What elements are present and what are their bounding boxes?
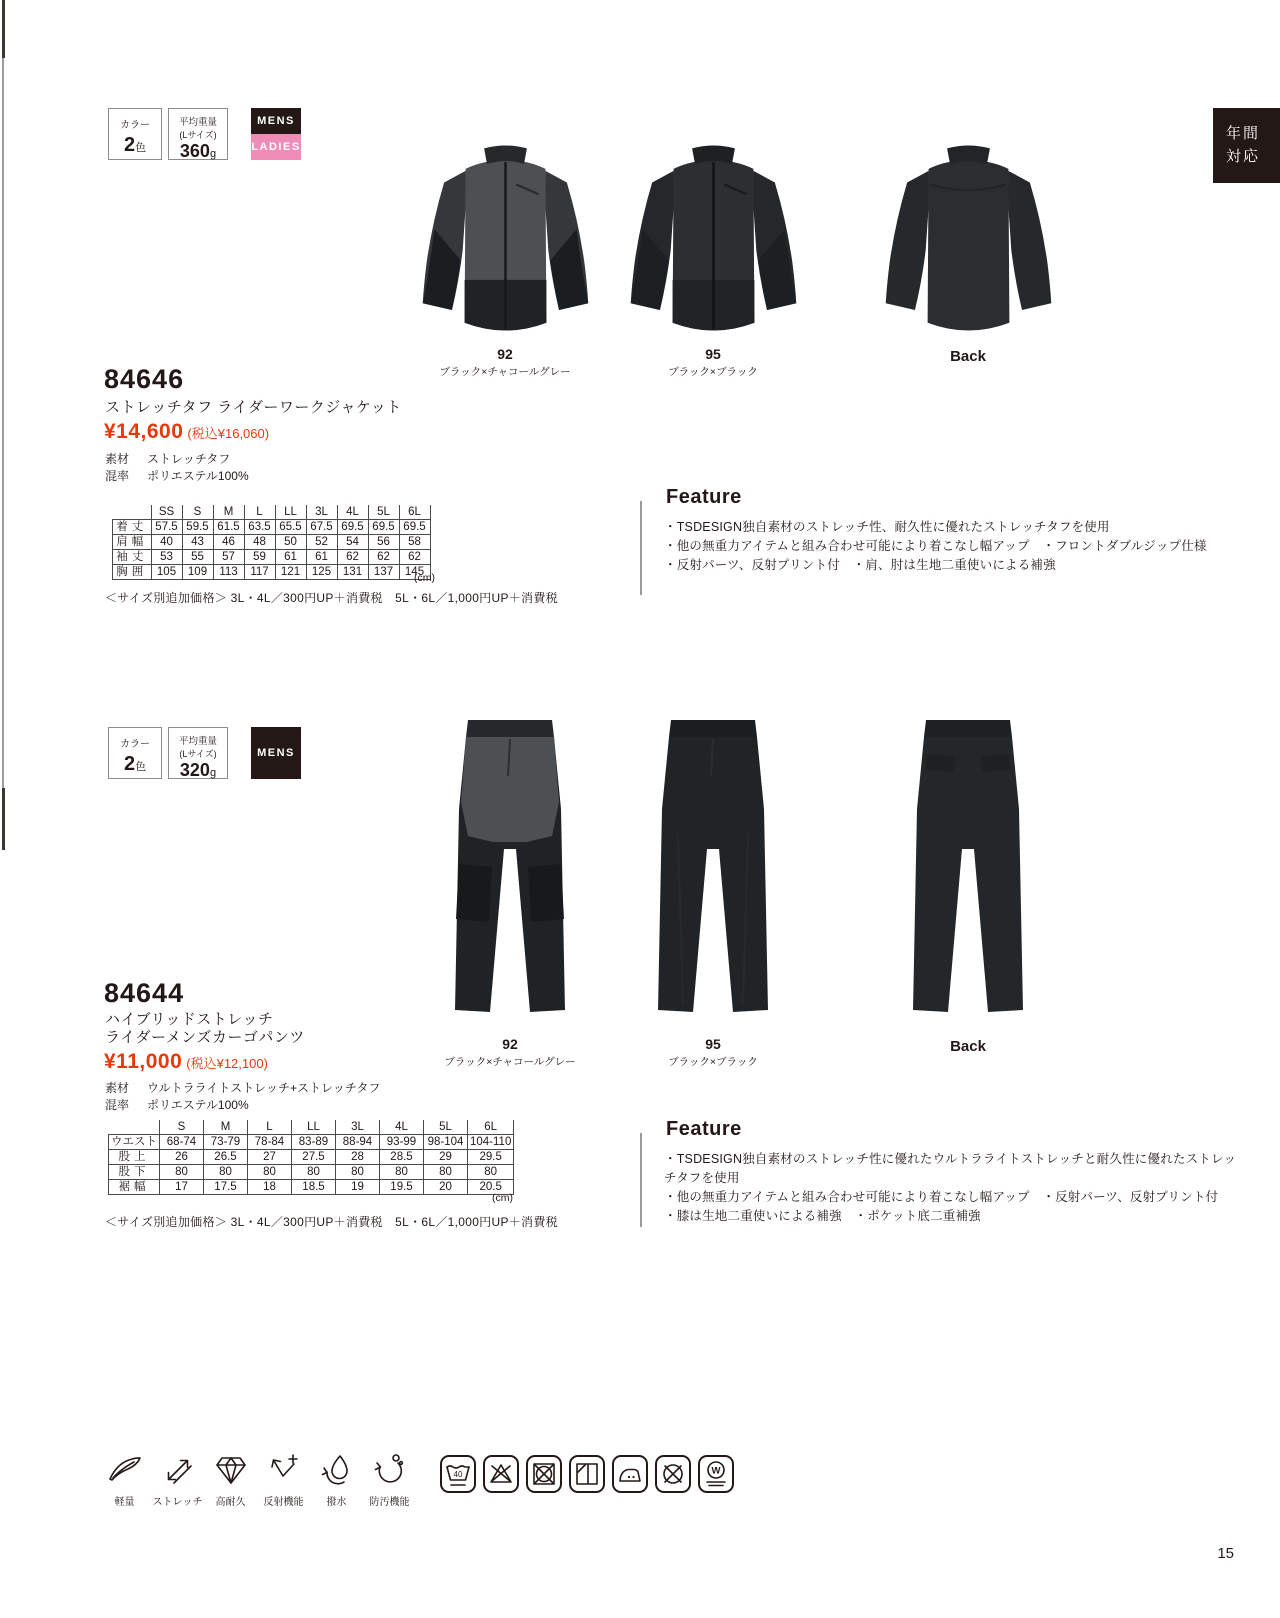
weight-label: 平均重量 xyxy=(178,117,217,128)
function-lightweight xyxy=(98,1452,151,1508)
size-col-header: 3L xyxy=(306,505,337,520)
size-cell: 125 xyxy=(306,565,337,580)
size-cell: 78-84 xyxy=(248,1135,292,1150)
function-stain-resistant xyxy=(363,1452,416,1508)
size-table-header-row xyxy=(109,1120,514,1135)
weight-unit: g xyxy=(209,148,217,160)
product-name xyxy=(105,1011,305,1047)
material-label: 素材 xyxy=(105,1081,130,1095)
material-row xyxy=(105,1080,380,1097)
color-count-value xyxy=(109,753,161,776)
feature-title: Feature xyxy=(666,486,742,508)
size-cell: 52 xyxy=(306,535,337,550)
size-table-corner xyxy=(113,505,152,520)
color-count-label: カラー xyxy=(120,120,150,131)
left-edge-rule-dark-mid xyxy=(2,788,5,850)
weight-sublabel: (Lサイズ) xyxy=(179,749,217,759)
back-view-caption xyxy=(868,1038,1068,1055)
function-label: 防汚機能 xyxy=(369,1497,410,1508)
size-cell: 40 xyxy=(151,535,182,550)
function-label: ストレッチ xyxy=(152,1497,203,1508)
blend-row xyxy=(105,468,249,485)
size-col-header: 5L xyxy=(368,505,399,520)
size-surcharge-note: ＜サイズ別追加価格＞ 3L・4L／300円UP＋消費税 5L・6L／1,000円UP＋消費税 xyxy=(105,591,558,605)
size-table-row xyxy=(113,520,431,535)
colorway-caption xyxy=(613,1036,813,1069)
care-wet-clean-icon xyxy=(698,1455,734,1493)
size-cell: 69.5 xyxy=(368,520,399,535)
feature-list xyxy=(664,1150,1240,1226)
material-row xyxy=(105,451,230,468)
size-cell: 18.5 xyxy=(292,1180,336,1195)
size-cell: 69.5 xyxy=(337,520,368,535)
care-no-bleach-icon xyxy=(483,1455,519,1493)
feature-list xyxy=(664,518,1240,575)
function-reflective xyxy=(257,1452,310,1508)
left-edge-rule-dark-top xyxy=(2,0,5,58)
function-label: 撥水 xyxy=(326,1497,347,1508)
feature-item: ・他の無重力アイテムと組み合わせ可能により着こなし幅アップ ・反射パーツ、反射プリント付 xyxy=(664,1190,1219,1204)
colorway-number: 95 xyxy=(705,346,721,362)
blend-label: 混率 xyxy=(105,469,130,483)
left-edge-rule xyxy=(2,0,4,850)
size-cell: 59 xyxy=(244,550,275,565)
colorway-name: ブラック×ブラック xyxy=(668,366,758,378)
size-row-label: 着丈 xyxy=(113,520,152,535)
pants-image-95 xyxy=(638,714,788,1024)
size-table-row xyxy=(113,550,431,565)
size-cell: 80 xyxy=(292,1165,336,1180)
pants-image-back xyxy=(893,714,1043,1024)
size-table-header-row xyxy=(113,505,431,520)
size-cell: 28.5 xyxy=(380,1150,424,1165)
price-amount: ¥11,000 xyxy=(104,1050,183,1073)
function-label: 高耐久 xyxy=(215,1497,246,1508)
jacket-image-back xyxy=(876,133,1061,343)
jacket-image-92 xyxy=(413,133,598,343)
product-name: ストレッチタフ ライダーワークジャケット xyxy=(105,399,402,416)
colorway-number: 92 xyxy=(497,346,513,362)
function-water-repellent xyxy=(310,1452,363,1508)
size-col-header: M xyxy=(204,1120,248,1135)
size-col-header: 6L xyxy=(399,505,430,520)
size-col-header: 4L xyxy=(337,505,368,520)
size-cell: 57.5 xyxy=(151,520,182,535)
size-col-header: S xyxy=(182,505,213,520)
color-count-unit: 色 xyxy=(135,142,147,154)
size-row-label: 肩幅 xyxy=(113,535,152,550)
size-cell: 69.5 xyxy=(399,520,430,535)
size-cell: 17 xyxy=(160,1180,204,1195)
size-cell: 58 xyxy=(399,535,430,550)
size-table-row xyxy=(109,1135,514,1150)
size-cell: 88-94 xyxy=(336,1135,380,1150)
size-col-header: L xyxy=(248,1120,292,1135)
size-cell: 61.5 xyxy=(213,520,244,535)
size-cell: 54 xyxy=(337,535,368,550)
jacket-image-95 xyxy=(621,133,806,343)
product-code: 84644 xyxy=(104,978,185,1008)
size-cell: 27 xyxy=(248,1150,292,1165)
water-drop-icon xyxy=(319,1452,355,1488)
size-cell: 61 xyxy=(306,550,337,565)
size-cell: 65.5 xyxy=(275,520,306,535)
size-col-header: LL xyxy=(275,505,306,520)
price-tax: (税込¥16,060) xyxy=(187,426,270,441)
feature-divider xyxy=(640,1133,642,1227)
color-count-number: 2 xyxy=(123,753,136,775)
color-count-badge xyxy=(108,108,162,160)
size-cell: 145 xyxy=(399,565,430,580)
feature-item: ・反射パーツ、反射プリント付 ・肩、肘は生地二重使いによる補強 xyxy=(664,558,1056,572)
gender-badges xyxy=(251,108,301,160)
care-shade-line-dry-icon xyxy=(569,1455,605,1493)
size-row-label: 袖丈 xyxy=(113,550,152,565)
size-row-label: 股下 xyxy=(109,1165,160,1180)
feature-item: ・膝は生地二重使いによる補強 ・ポケット底二重補強 xyxy=(664,1209,981,1223)
size-row-label: ウエスト xyxy=(109,1135,160,1150)
blend-value: ポリエステル100% xyxy=(147,469,249,483)
size-cell: 121 xyxy=(275,565,306,580)
size-col-header: S xyxy=(160,1120,204,1135)
size-cell: 57 xyxy=(213,550,244,565)
season-tab-line2: 対応 xyxy=(1226,148,1261,165)
wash-temp: 40 xyxy=(453,1470,463,1479)
feature-title: Feature xyxy=(666,1118,742,1140)
mens-badge: MENS xyxy=(251,108,301,134)
weight-sublabel: (Lサイズ) xyxy=(179,130,217,140)
diamond-icon xyxy=(213,1452,249,1488)
size-cell: 104-110 xyxy=(468,1135,514,1150)
size-cell: 67.5 xyxy=(306,520,337,535)
size-table-row xyxy=(109,1165,514,1180)
size-cell: 80 xyxy=(380,1165,424,1180)
blend-value: ポリエステル100% xyxy=(147,1098,249,1112)
size-col-header: M xyxy=(213,505,244,520)
size-cell: 48 xyxy=(244,535,275,550)
feature-section xyxy=(640,486,1240,575)
weight-badge xyxy=(168,108,228,160)
product-name-line2: ライダーメンズカーゴパンツ xyxy=(105,1029,305,1046)
size-cell: 68-74 xyxy=(160,1135,204,1150)
color-count-unit: 色 xyxy=(135,761,147,773)
product-price xyxy=(104,1050,268,1074)
size-cell: 53 xyxy=(151,550,182,565)
weight-number: 320 xyxy=(179,760,210,780)
size-cell: 117 xyxy=(244,565,275,580)
size-cell: 61 xyxy=(275,550,306,565)
feature-divider xyxy=(640,501,642,595)
size-cell: 80 xyxy=(468,1165,514,1180)
size-cell: 59.5 xyxy=(182,520,213,535)
function-stretch xyxy=(151,1452,204,1508)
color-count-value xyxy=(109,134,161,157)
colorway-name: ブラック×チャコールグレー xyxy=(439,366,571,378)
stretch-arrows-icon xyxy=(160,1452,196,1488)
colorway-number: 92 xyxy=(502,1036,518,1052)
size-cell: 19 xyxy=(336,1180,380,1195)
colorway-number: 95 xyxy=(705,1036,721,1052)
size-col-header: SS xyxy=(151,505,182,520)
size-row-label: 股上 xyxy=(109,1150,160,1165)
stain-resist-icon xyxy=(372,1452,408,1488)
reflective-icon xyxy=(266,1452,302,1488)
material-value: ウルトラライトストレッチ+ストレッチタフ xyxy=(147,1081,381,1095)
size-cell: 83-89 xyxy=(292,1135,336,1150)
size-cell: 62 xyxy=(399,550,430,565)
product-code: 84646 xyxy=(104,364,185,394)
colorway-caption xyxy=(613,346,813,379)
table-unit: (cm) xyxy=(492,1192,513,1204)
colorway-name: ブラック×ブラック xyxy=(668,1056,758,1068)
mens-badge: MENS xyxy=(251,727,301,779)
size-cell: 28 xyxy=(336,1150,380,1165)
colorway-name: ブラック×チャコールグレー xyxy=(444,1056,576,1068)
function-label: 反射機能 xyxy=(263,1497,304,1508)
size-cell: 20.5 xyxy=(468,1180,514,1195)
back-view-label: Back xyxy=(950,1038,986,1055)
color-count-badge xyxy=(108,727,162,779)
size-col-header: 3L xyxy=(336,1120,380,1135)
size-cell: 43 xyxy=(182,535,213,550)
pants-image-92 xyxy=(435,714,585,1024)
colorway-caption xyxy=(405,346,605,379)
feature-item: ・TSDESIGN独自素材のストレッチ性、耐久性に優れたストレッチタフを使用 xyxy=(664,520,1110,534)
size-cell: 56 xyxy=(368,535,399,550)
size-cell: 137 xyxy=(368,565,399,580)
material-label: 素材 xyxy=(105,452,130,466)
color-count-number: 2 xyxy=(123,134,136,156)
size-cell: 80 xyxy=(160,1165,204,1180)
size-cell: 80 xyxy=(336,1165,380,1180)
size-cell: 105 xyxy=(151,565,182,580)
table-unit: (cm) xyxy=(414,572,435,584)
size-cell: 98-104 xyxy=(424,1135,468,1150)
price-amount: ¥14,600 xyxy=(104,420,184,443)
color-count-label: カラー xyxy=(120,739,150,750)
size-cell: 46 xyxy=(213,535,244,550)
back-view-label: Back xyxy=(950,348,986,365)
care-symbol-row xyxy=(440,1455,734,1493)
size-cell: 62 xyxy=(368,550,399,565)
size-cell: 18 xyxy=(248,1180,292,1195)
size-cell: 55 xyxy=(182,550,213,565)
size-table xyxy=(112,505,431,580)
size-cell: 113 xyxy=(213,565,244,580)
size-cell: 29.5 xyxy=(468,1150,514,1165)
size-cell: 29 xyxy=(424,1150,468,1165)
size-cell: 19.5 xyxy=(380,1180,424,1195)
season-tab xyxy=(1213,108,1280,183)
care-iron-medium-icon xyxy=(612,1455,648,1493)
size-cell: 109 xyxy=(182,565,213,580)
size-col-header: LL xyxy=(292,1120,336,1135)
function-icon-row xyxy=(98,1452,416,1508)
size-surcharge-note: ＜サイズ別追加価格＞ 3L・4L／300円UP＋消費税 5L・6L／1,000円UP＋消費税 xyxy=(105,1215,558,1229)
product-price xyxy=(104,420,269,444)
size-cell: 50 xyxy=(275,535,306,550)
size-cell: 26.5 xyxy=(204,1150,248,1165)
size-cell: 62 xyxy=(337,550,368,565)
blend-label: 混率 xyxy=(105,1098,130,1112)
price-tax: (税込¥12,100) xyxy=(186,1056,268,1071)
weight-number: 360 xyxy=(179,141,210,161)
weight-value xyxy=(169,760,227,781)
material-value: ストレッチタフ xyxy=(147,452,231,466)
feature-section xyxy=(640,1118,1240,1226)
size-col-header: 6L xyxy=(468,1120,514,1135)
weight-label: 平均重量 xyxy=(178,736,217,747)
size-cell: 73-79 xyxy=(204,1135,248,1150)
blend-row xyxy=(105,1097,249,1114)
feature-item: ・TSDESIGN独自素材のストレッチ性に優れたウルトラライトストレッチと耐久性に優れたストレッチタフを使用 xyxy=(664,1152,1237,1185)
size-table-corner xyxy=(109,1120,160,1135)
size-table xyxy=(108,1120,514,1195)
function-durable xyxy=(204,1452,257,1508)
feature-item: ・他の無重力アイテムと組み合わせ可能により着こなし幅アップ ・フロントダブルジップ仕様 xyxy=(664,539,1207,553)
size-cell: 63.5 xyxy=(244,520,275,535)
weight-value xyxy=(169,141,227,162)
product-name-line1: ハイブリッドストレッチ xyxy=(105,1011,274,1028)
size-cell: 20 xyxy=(424,1180,468,1195)
size-cell: 80 xyxy=(204,1165,248,1180)
feather-icon xyxy=(107,1452,143,1488)
wet-clean-letter: W xyxy=(711,1465,721,1477)
size-col-header: L xyxy=(244,505,275,520)
size-row-label: 裾幅 xyxy=(109,1180,160,1195)
size-cell: 80 xyxy=(248,1165,292,1180)
size-cell: 93-99 xyxy=(380,1135,424,1150)
size-row-label: 胸囲 xyxy=(113,565,152,580)
page-number: 15 xyxy=(1217,1545,1234,1562)
care-no-tumble-dry-icon xyxy=(526,1455,562,1493)
size-cell: 27.5 xyxy=(292,1150,336,1165)
size-cell: 80 xyxy=(424,1165,468,1180)
back-view-caption xyxy=(868,348,1068,365)
size-cell: 131 xyxy=(337,565,368,580)
size-col-header: 4L xyxy=(380,1120,424,1135)
function-label: 軽量 xyxy=(114,1497,135,1508)
size-table-row xyxy=(109,1150,514,1165)
care-no-dry-clean-icon xyxy=(655,1455,691,1493)
gender-badges xyxy=(251,727,301,779)
size-cell: 26 xyxy=(160,1150,204,1165)
size-table-row xyxy=(113,565,431,580)
weight-badge xyxy=(168,727,228,779)
weight-unit: g xyxy=(209,767,217,779)
size-cell: 17.5 xyxy=(204,1180,248,1195)
size-table-row xyxy=(113,535,431,550)
size-table-row xyxy=(109,1180,514,1195)
care-wash-40-icon xyxy=(440,1455,476,1493)
ladies-badge: LADIES xyxy=(251,134,301,160)
size-col-header: 5L xyxy=(424,1120,468,1135)
colorway-caption xyxy=(410,1036,610,1069)
season-tab-line1: 年間 xyxy=(1226,125,1261,142)
